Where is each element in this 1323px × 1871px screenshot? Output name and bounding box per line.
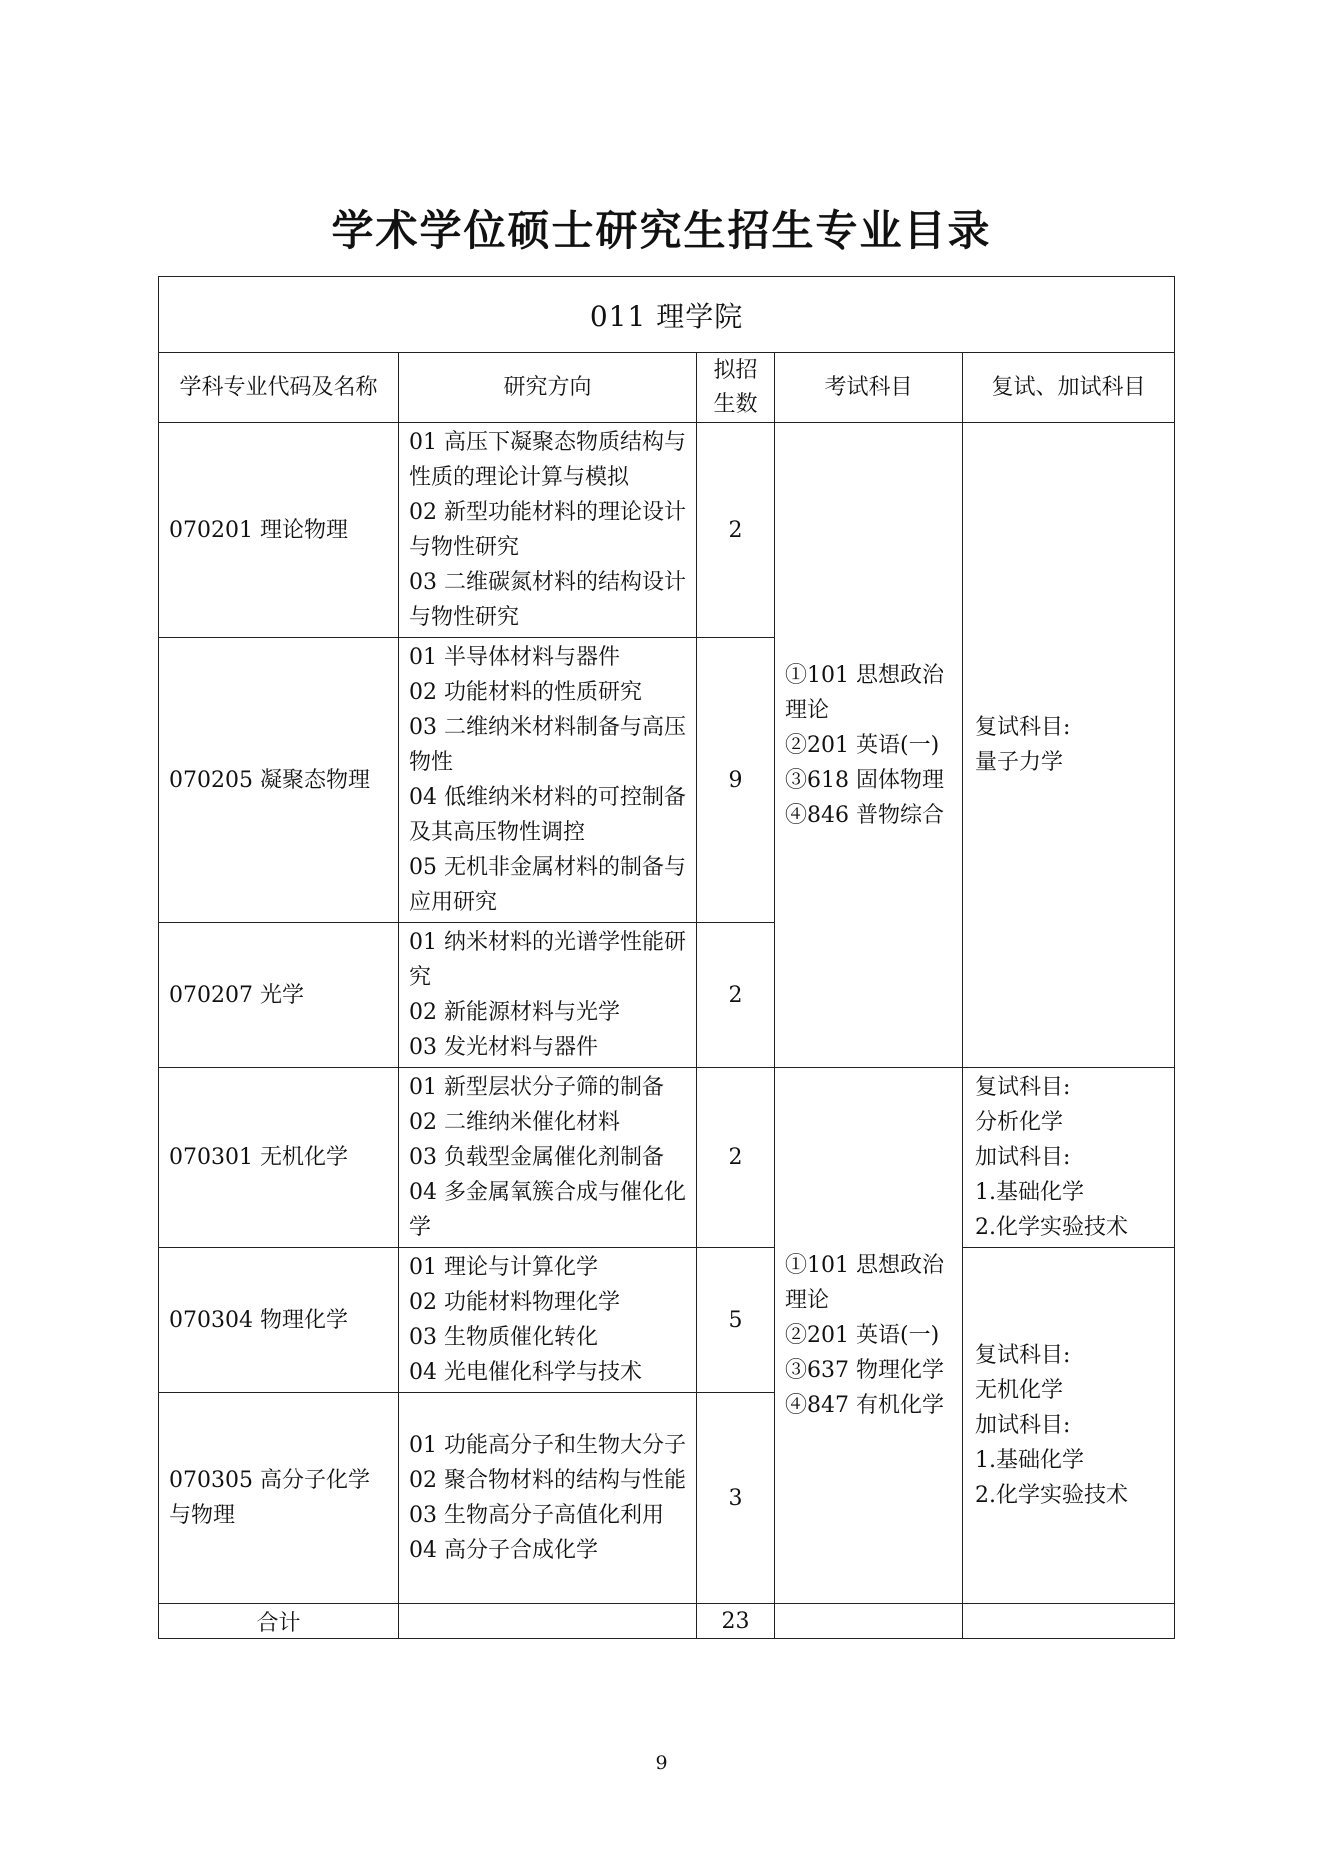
direction-item: 01 功能高分子和生物大分子	[409, 1433, 686, 1458]
direction-item: 02 功能材料的性质研究	[409, 680, 642, 705]
retest-line: 复试科目:	[975, 715, 1071, 740]
enrollment-count: 2	[697, 1068, 775, 1248]
page-title: 学术学位硕士研究生招生专业目录	[331, 206, 992, 255]
retest-line: 2.化学实验技术	[975, 1215, 1128, 1240]
retest-line: 1.基础化学	[975, 1180, 1084, 1205]
major-name: 070207 光学	[159, 923, 399, 1068]
direction-list	[399, 1068, 697, 1248]
direction-item: 03 生物高分子高值化利用	[409, 1503, 664, 1528]
exam-subject: ④846 普物综合	[785, 802, 944, 828]
exam-subject: ①101 思想政治理论	[785, 1253, 944, 1313]
direction-item: 01 半导体材料与器件	[409, 645, 620, 670]
enrollment-count: 9	[697, 638, 775, 923]
retest-line: 复试科目:	[975, 1343, 1071, 1368]
table-row	[159, 1068, 1175, 1248]
college-name: 011 理学院	[159, 277, 1175, 353]
direction-item: 03 发光材料与器件	[409, 1035, 598, 1060]
retest-line: 复试科目:	[975, 1075, 1071, 1100]
table-header	[159, 353, 1175, 423]
page-number: 9	[655, 1752, 668, 1774]
total-empty-cell	[963, 1604, 1175, 1639]
exam-subject: ③637 物理化学	[785, 1358, 944, 1383]
exam-subjects	[775, 423, 963, 1068]
direction-item: 03 负载型金属催化剂制备	[409, 1145, 664, 1170]
direction-list	[399, 423, 697, 638]
total-row	[159, 1604, 1175, 1639]
retest-subjects	[963, 423, 1175, 1068]
retest-line: 无机化学	[975, 1378, 1064, 1403]
direction-item: 03 二维碳氮材料的结构设计与物性研究	[409, 570, 686, 630]
major-name: 070205 凝聚态物理	[159, 638, 399, 923]
direction-list	[399, 1248, 697, 1393]
enrollment-count: 2	[697, 923, 775, 1068]
exam-subject: ③618 固体物理	[785, 767, 944, 793]
direction-item: 04 多金属氧簇合成与催化化学	[409, 1180, 686, 1240]
direction-item: 01 新型层状分子筛的制备	[409, 1075, 664, 1100]
direction-list	[399, 1393, 697, 1604]
direction-item: 02 功能材料物理化学	[409, 1290, 620, 1315]
header-count	[697, 353, 775, 423]
retest-line: 2.化学实验技术	[975, 1483, 1128, 1508]
direction-item: 03 二维纳米材料制备与高压物性	[409, 715, 686, 775]
direction-list	[399, 923, 697, 1068]
major-name: 070305 高分子化学与物理	[159, 1393, 399, 1604]
table-row	[159, 423, 1175, 638]
direction-item: 03 生物质催化转化	[409, 1325, 598, 1350]
enrollment-count: 5	[697, 1248, 775, 1393]
direction-item: 05 无机非金属材料的制备与应用研究	[409, 855, 686, 915]
retest-line: 量子力学	[975, 750, 1064, 775]
direction-item: 04 高分子合成化学	[409, 1538, 598, 1563]
catalog-table	[158, 276, 1175, 1639]
major-name: 070301 无机化学	[159, 1068, 399, 1248]
header-major: 学科专业代码及名称	[159, 353, 399, 423]
header-direction: 研究方向	[399, 353, 697, 423]
exam-subject: ④847 有机化学	[785, 1393, 944, 1418]
retest-subjects	[963, 1248, 1175, 1604]
header-count-label: 拟招生数	[713, 357, 758, 417]
exam-subjects	[775, 1068, 963, 1604]
direction-item: 02 聚合物材料的结构与性能	[409, 1468, 686, 1493]
header-retest: 复试、加试科目	[963, 353, 1175, 423]
direction-list	[399, 638, 697, 923]
retest-line: 1.基础化学	[975, 1448, 1084, 1473]
direction-item: 02 二维纳米催化材料	[409, 1110, 620, 1135]
total-count: 23	[697, 1604, 775, 1639]
retest-line: 加试科目:	[975, 1413, 1071, 1438]
direction-item: 04 光电催化科学与技术	[409, 1360, 642, 1385]
retest-subjects	[963, 1068, 1175, 1248]
total-empty-cell	[399, 1604, 697, 1639]
table-row	[159, 1248, 1175, 1393]
direction-item: 01 纳米材料的光谱学性能研究	[409, 930, 686, 990]
major-name: 070201 理论物理	[159, 423, 399, 638]
direction-item: 02 新能源材料与光学	[409, 1000, 620, 1025]
direction-item: 02 新型功能材料的理论设计与物性研究	[409, 500, 686, 560]
enrollment-count: 3	[697, 1393, 775, 1604]
direction-item: 01 理论与计算化学	[409, 1255, 598, 1280]
retest-line: 分析化学	[975, 1110, 1064, 1135]
direction-item: 04 低维纳米材料的可控制备及其高压物性调控	[409, 785, 686, 845]
direction-item: 01 高压下凝聚态物质结构与性质的理论计算与模拟	[409, 430, 686, 490]
exam-subject: ②201 英语(一)	[785, 1323, 940, 1348]
total-label: 合计	[159, 1604, 399, 1639]
enrollment-count: 2	[697, 423, 775, 638]
exam-subject: ②201 英语(一)	[785, 732, 940, 758]
exam-subject: ①101 思想政治理论	[785, 662, 944, 723]
total-empty-cell	[775, 1604, 963, 1639]
major-name: 070304 物理化学	[159, 1248, 399, 1393]
header-exam: 考试科目	[775, 353, 963, 423]
retest-line: 加试科目:	[975, 1145, 1071, 1170]
